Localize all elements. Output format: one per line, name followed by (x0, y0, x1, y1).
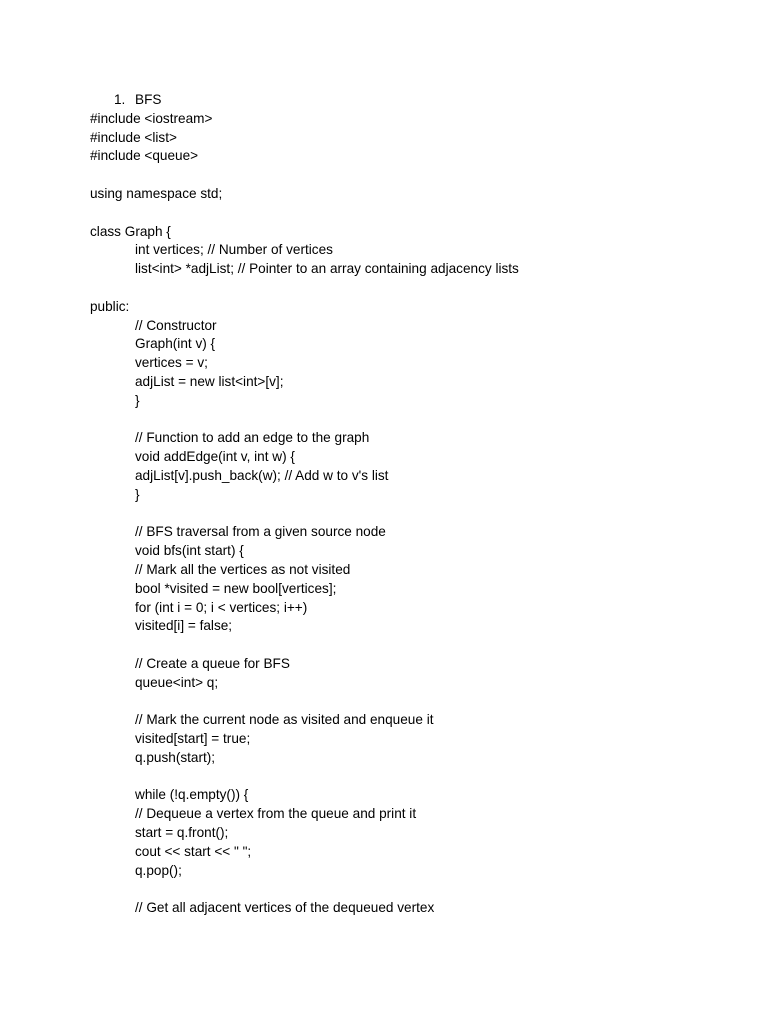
code-line: // Mark the current node as visited and enqueue it (135, 712, 434, 728)
code-line: visited[start] = true; (135, 731, 251, 747)
code-line: // Constructor (135, 317, 217, 333)
code-line: q.push(start); (135, 749, 216, 765)
code-line: bool *visited = new bool[vertices]; (135, 580, 337, 596)
blank-line (90, 505, 750, 524)
code-line: // Dequeue a vertex from the queue and print it (135, 806, 417, 822)
code-line: q.pop(); (135, 862, 182, 878)
code-line: queue<int> q; (135, 674, 219, 690)
code-line: #include <iostream> (90, 110, 213, 126)
code-line: start = q.front(); (135, 825, 229, 841)
code-line: // Function to add an edge to the graph (135, 430, 370, 446)
code-line: public: (90, 298, 130, 314)
blank-line (90, 768, 750, 787)
heading-title: BFS (135, 92, 162, 107)
code-line: void addEdge(int v, int w) { (135, 449, 295, 465)
code-line: // BFS traversal from a given source node (135, 524, 386, 540)
code-line: vertices = v; (135, 355, 208, 371)
blank-line (90, 636, 750, 655)
code-line: // Create a queue for BFS (135, 655, 290, 671)
code-line: // Get all adjacent vertices of the dequeued vertex (135, 900, 435, 916)
code-line: #include <list> (90, 129, 177, 145)
code-line: void bfs(int start) { (135, 543, 244, 559)
code-line: } (135, 486, 140, 502)
list-heading (90, 91, 750, 110)
code-line: #include <queue> (90, 148, 199, 164)
code-line: cout << start << " "; (135, 843, 252, 859)
code-line: int vertices; // Number of vertices (135, 242, 333, 258)
code-line: for (int i = 0; i < vertices; i++) (135, 599, 308, 615)
blank-line (90, 279, 750, 298)
code-listing (90, 91, 750, 918)
blank-line (90, 880, 750, 899)
code-line: list<int> *adjList; // Pointer to an array containing adjacency lists (135, 261, 519, 277)
blank-line (90, 204, 750, 223)
code-line: adjList = new list<int>[v]; (135, 373, 284, 389)
code-line: class Graph { (90, 223, 171, 239)
code-line: visited[i] = false; (135, 618, 233, 634)
code-line: // Mark all the vertices as not visited (135, 561, 351, 577)
code-line: using namespace std; (90, 185, 223, 201)
blank-line (90, 166, 750, 185)
list-number: 1. (114, 92, 126, 107)
code-line: Graph(int v) { (135, 336, 216, 352)
code-line: while (!q.empty()) { (135, 787, 249, 803)
blank-line (90, 693, 750, 712)
code-line: } (135, 392, 140, 408)
code-line: adjList[v].push_back(w); // Add w to v's list (135, 467, 389, 483)
blank-line (90, 411, 750, 430)
